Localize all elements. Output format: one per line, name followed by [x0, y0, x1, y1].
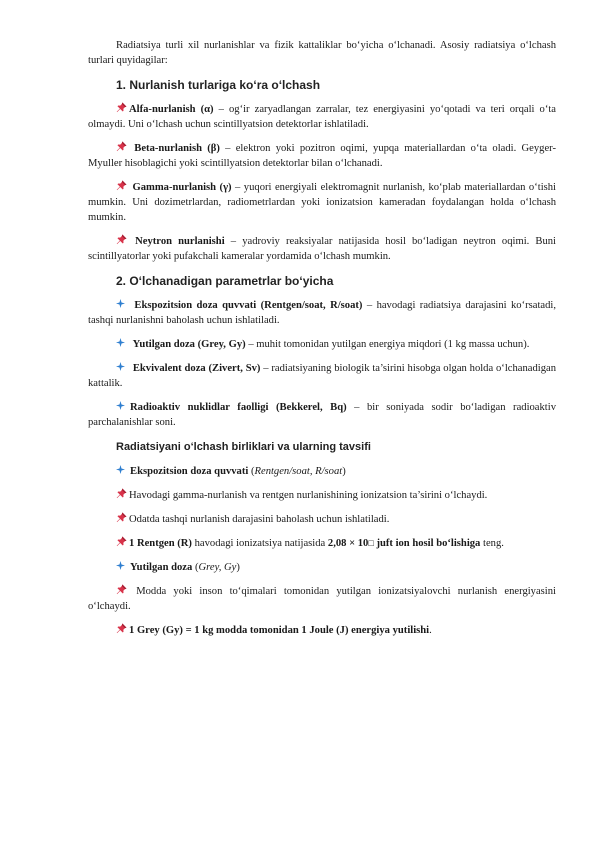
pushpin-icon	[116, 180, 127, 191]
grey-definition: 1 Grey (Gy) = 1 kg modda tomonidan 1 Joule (J) energiya yutilishi	[129, 625, 430, 636]
missing-glyph: □	[368, 538, 374, 548]
gamma-term: Gamma-nurlanish (γ)	[132, 182, 232, 193]
alpha-term: Alfa-nurlanish (α)	[129, 104, 214, 115]
gamma-text: – yuqori energiyali elektromagnit nurlanish, ko‘plab materiallardan o‘tishi mumkin. Uni dozimetrlardan, radiometrlardan yoki ionizatsion kameradan foydalangan holda o‘lchash mumkin.	[88, 182, 556, 223]
absorbed-unit-units: Grey, Gy	[198, 562, 237, 573]
pushpin-icon	[116, 488, 127, 499]
exposure-desc-text-2: Odatda tashqi nurlanish darajasini baholash uchun ishlatiladi.	[129, 514, 390, 525]
absorbed-unit-line: Yutilgan doza (Grey, Gy)	[88, 560, 556, 575]
exposure-unit-term: Ekspozitsion doza quvvati	[130, 466, 249, 477]
section2-heading: 2. O‘lchanadigan parametrlar bo‘yicha	[116, 274, 334, 288]
gamma-paragraph	[88, 180, 556, 225]
rentgen-bold-end: juft ion hosil bo‘lishiga	[373, 538, 481, 549]
pushpin-icon	[116, 102, 127, 113]
equivalent-dose-text: – radiatsiyaning biologik ta’sirini hisobga olgan holda o‘lchanadigan kattalik.	[88, 363, 556, 389]
document-page	[88, 38, 556, 638]
pushpin-icon	[116, 512, 127, 523]
exposure-rate-term: Ekspozitsion doza quvvati (Rentgen/soat, R/soat)	[134, 300, 363, 311]
four-point-star-icon	[116, 561, 125, 570]
exposure-desc-line-1	[88, 488, 556, 503]
exposure-rate-text: – havodagi radiatsiya darajasini ko‘rsatadi, tashqi nurlanishni baholash uchun ishlatiladi.	[88, 300, 556, 326]
alpha-paragraph	[88, 102, 556, 132]
beta-text: – elektron yoki pozitron oqimi, yupqa materiallardan o‘ta oladi. Geyger-Myuller hisoblagichi yoki scintillyatsion detektorlar bilan o‘lchanadi.	[88, 143, 556, 169]
neutron-paragraph	[88, 234, 556, 264]
beta-paragraph	[88, 141, 556, 171]
four-point-star-icon	[116, 299, 125, 308]
section1-heading: 1. Nurlanish turlariga ko‘ra o‘lchash	[116, 78, 321, 92]
pushpin-icon	[116, 141, 127, 152]
alpha-text: – og‘ir zaryadlangan zarralar, tez energiyasini yo‘qotadi va teri orqali o‘ta olmaydi. Uni o‘lchash uchun scintillyatsion detektorlar ishlatiladi.	[88, 104, 557, 130]
four-point-star-icon	[116, 362, 125, 371]
grey-tail: .	[429, 625, 432, 636]
absorbed-dose-term: Yutilgan doza (Grey, Gy)	[132, 339, 246, 350]
four-point-star-icon	[116, 465, 125, 474]
grey-definition-line	[88, 623, 556, 638]
absorbed-desc-text: Modda yoki inson to‘qimalari tomonidan yutilgan ionizatsiyalovchi nurlanish energiyasini o‘lchaydi.	[88, 586, 556, 612]
pushpin-icon	[116, 584, 127, 595]
rentgen-term: 1 Rentgen (R)	[129, 538, 192, 549]
neutron-term: Neytron nurlanishi	[135, 236, 225, 247]
absorbed-dose-paragraph	[88, 337, 556, 352]
beta-term: Beta-nurlanish (β)	[134, 143, 220, 154]
pushpin-icon	[116, 234, 127, 245]
exposure-unit-line: Ekspozitsion doza quvvati (Rentgen/soat, R/soat)	[88, 464, 556, 479]
rentgen-tail: teng.	[480, 538, 504, 549]
absorbed-dose-text: – muhit tomonidan yutilgan energiya miqdori (1 kg massa uchun).	[245, 339, 530, 350]
exposure-rate-paragraph	[88, 298, 556, 328]
four-point-star-icon	[116, 338, 125, 347]
exposure-desc-text-1: Havodagi gamma-nurlanish va rentgen nurlanishining ionizatsion ta’sirini o‘lchaydi.	[129, 490, 488, 501]
pushpin-icon	[116, 623, 127, 634]
activity-text: – bir soniyada sodir bo‘ladigan radioaktiv parchalanishlar soni.	[88, 402, 556, 428]
four-point-star-icon	[116, 401, 125, 410]
absorbed-desc-line	[88, 584, 556, 614]
rentgen-value: 2,08 × 10	[327, 538, 369, 549]
rentgen-mid: havodagi ionizatsiya natijasida	[191, 538, 328, 549]
rentgen-definition-line	[88, 536, 556, 551]
exposure-desc-line-2	[88, 512, 556, 527]
equivalent-dose-term: Ekvivalent doza (Zivert, Sv)	[132, 363, 261, 374]
exposure-unit-units: Rentgen/soat, R/soat	[254, 466, 343, 477]
pushpin-icon	[116, 536, 127, 547]
absorbed-unit-term: Yutilgan doza	[130, 562, 193, 573]
section3-heading: Radiatsiyani o‘lchash birliklari va ularning tavsifi	[116, 441, 371, 453]
equivalent-dose-paragraph	[88, 361, 556, 391]
activity-term: Radioaktiv nuklidlar faolligi (Bekkerel, Bq)	[130, 402, 347, 413]
intro-paragraph: Radiatsiya turli xil nurlanishlar va fizik kattaliklar bo‘yicha o‘lchanadi. Asosiy radiatsiya o‘lchash turlari quyidagilar:	[88, 40, 556, 66]
neutron-text: – yadroviy reaksiyalar natijasida hosil bo‘ladigan neytron oqimi. Buni scintillyatorlar yoki pufakchali kameralar yordamida o‘lchash mumkin.	[88, 236, 557, 262]
activity-paragraph	[88, 400, 556, 430]
